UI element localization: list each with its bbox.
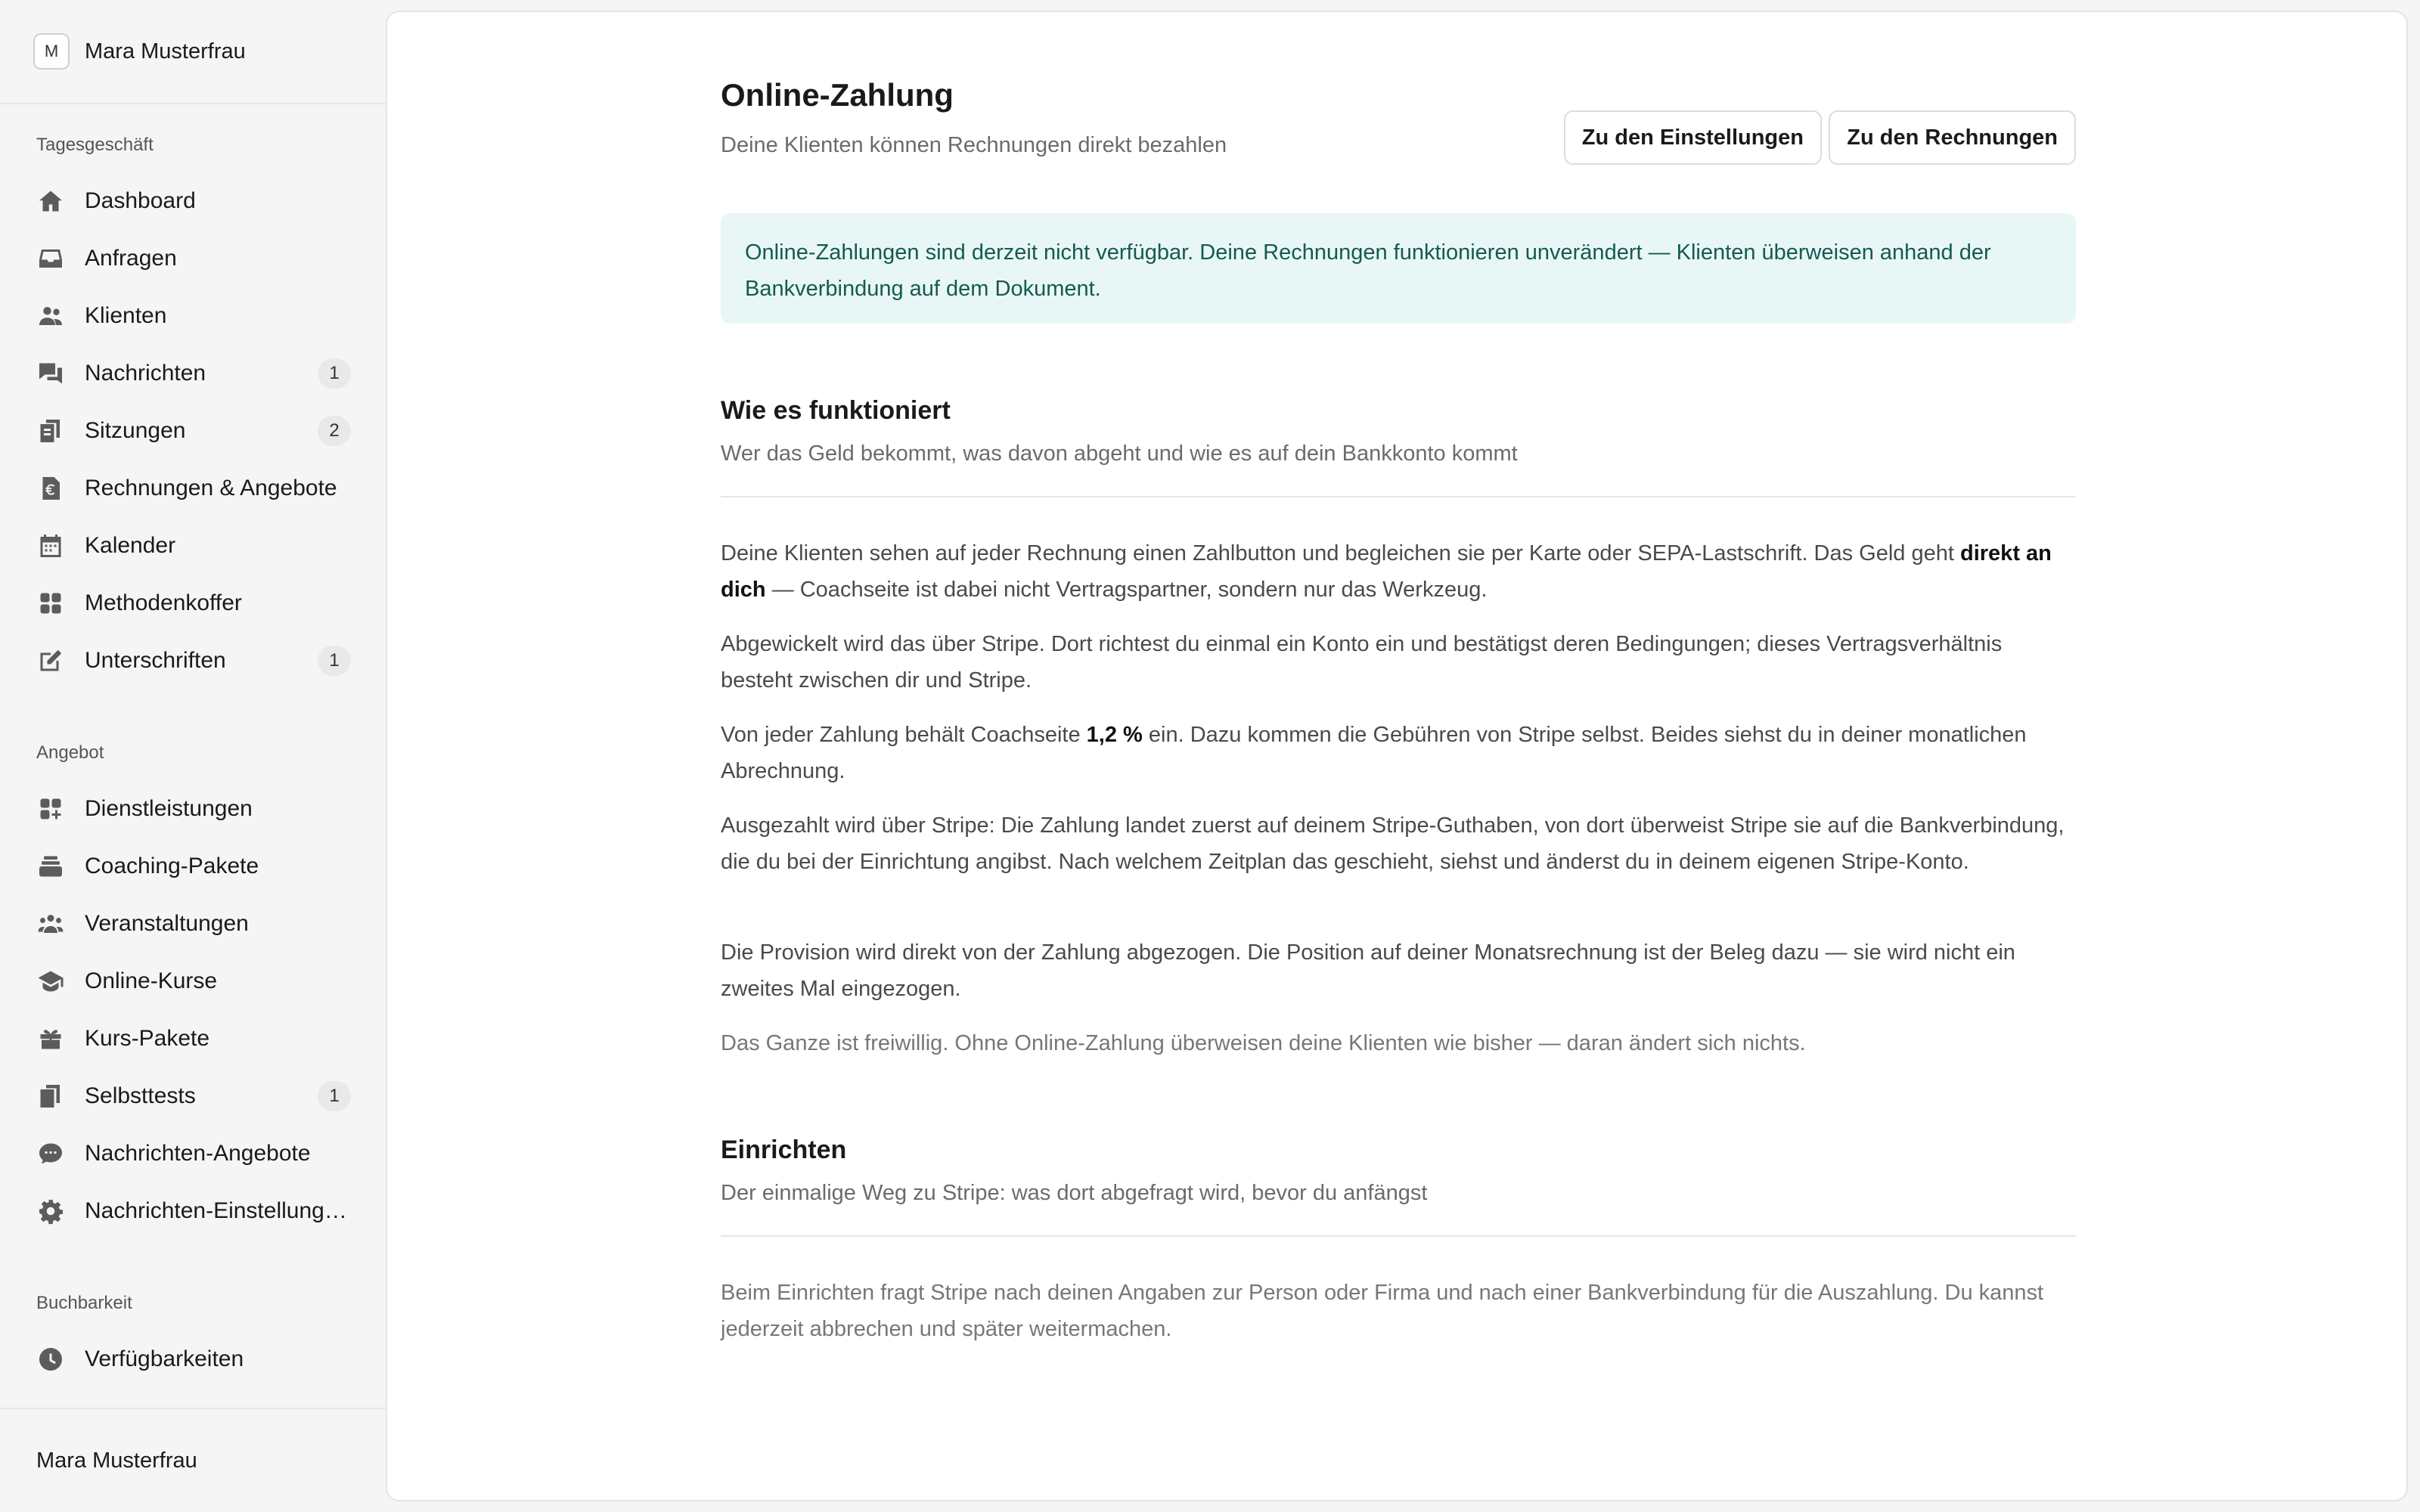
- gift-icon: [36, 1024, 65, 1053]
- sidebar-item-label: Dienstleistungen: [85, 796, 253, 821]
- sidebar-item-nachrichten-einstellungen[interactable]: [0, 1187, 386, 1235]
- speech-bubble-icon: [36, 1139, 65, 1168]
- sidebar-item-kurs-pakete[interactable]: [0, 1015, 386, 1063]
- grid-icon: [36, 589, 65, 618]
- pencil-square-icon: [36, 646, 65, 675]
- sidebar-item-anfragen[interactable]: [0, 234, 386, 283]
- count-badge: 1: [318, 1081, 351, 1111]
- checklist-icon: [36, 1082, 65, 1111]
- paragraph-payout: Ausgezahlt wird über Stripe: Die Zahlung landet zuerst auf deinem Stripe-Guthaben, von dort überweist Stripe sie auf die Bankverbindung, die du bei der Einrichtung angibst. Nach welchem Zeitplan das geschieht, siehst und änderst du in deinem eigenen Stripe-Konto.: [721, 813, 2065, 874]
- sidebar-item-unterschriften[interactable]: [0, 637, 386, 685]
- group-icon: [36, 909, 65, 938]
- sidebar-item-label: Klienten: [85, 303, 167, 328]
- sidebar-item-veranstaltungen[interactable]: [0, 900, 386, 948]
- paragraph-setup: Beim Einrichten fragt Stripe nach deinen Angaben zur Person oder Firma und nach einer Bankverbindung für die Auszahlung. Du kannst jederzeit abbrechen und später weitermachen.: [721, 1281, 2044, 1341]
- sidebar-item-label: Nachrichten-Einstellungen: [85, 1198, 349, 1223]
- paragraph-direct-payment: [721, 535, 2076, 608]
- section-title-how-it-works: Wie es funktioniert: [721, 396, 951, 425]
- calendar-icon: [36, 531, 65, 560]
- paragraph-emphasis: direkt an dich: [721, 541, 2052, 602]
- sidebar-item-online-kurse[interactable]: [0, 957, 386, 1005]
- section-subtitle-how-it-works: Wer das Geld bekommt, was davon abgeht und wie es auf dein Bankkonto kommt: [721, 442, 1518, 466]
- sidebar-item-methodenkoffer[interactable]: [0, 579, 386, 627]
- sidebar-item-label: Rechnungen & Angebote: [85, 476, 337, 500]
- sidebar-item-label: Kalender: [85, 533, 176, 558]
- avatar: M: [33, 33, 70, 70]
- sidebar-item-dashboard[interactable]: [0, 177, 386, 225]
- euro-document-icon: [36, 474, 65, 503]
- users-icon: [36, 302, 65, 330]
- paragraph-fee: [721, 717, 2076, 789]
- group-label-buchbarkeit: Buchbarkeit: [36, 1293, 132, 1313]
- divider: [721, 1235, 2076, 1237]
- count-badge: 1: [318, 358, 351, 389]
- sidebar-item-coaching-pakete[interactable]: [0, 842, 386, 891]
- sidebar-item-label: Nachrichten-Angebote: [85, 1141, 311, 1166]
- paragraph-text: Deine Klienten sehen auf jeder Rechnung einen Zahlbutton und begleichen sie per Karte oder SEPA-Lastschrift. Das Geld geht: [721, 541, 1960, 565]
- sidebar-item-dienstleistungen[interactable]: [0, 785, 386, 833]
- sidebar-item-label: Dashboard: [85, 188, 196, 213]
- divider: [721, 496, 2076, 497]
- paragraph-commission: Die Provision wird direkt von der Zahlung abgezogen. Die Position auf deiner Monatsrechnung ist der Beleg dazu — sie wird nicht ein zweites Mal eingezogen.: [721, 940, 2015, 1001]
- paragraph-stripe: Abgewickelt wird das über Stripe. Dort richtest du einmal ein Konto ein und bestätigst deren Bedingungen; dieses Vertragsverhältnis besteht zwischen dir und Stripe.: [721, 632, 2003, 692]
- count-badge: 1: [318, 646, 351, 676]
- sidebar-item-kalender[interactable]: [0, 522, 386, 570]
- sidebar-item-nachrichten[interactable]: [0, 349, 386, 398]
- sidebar-item-verfuegbarkeiten[interactable]: [0, 1335, 386, 1383]
- inbox-icon: [36, 244, 65, 273]
- sidebar-item-label: Coaching-Pakete: [85, 854, 259, 878]
- main-panel: [386, 11, 2408, 1501]
- sidebar-item-rechnungen[interactable]: [0, 464, 386, 513]
- page-title: Online-Zahlung: [721, 77, 954, 113]
- sessions-icon: [36, 417, 65, 445]
- sidebar-item-label: Online-Kurse: [85, 968, 218, 993]
- sidebar-item-label: Sitzungen: [85, 418, 186, 443]
- paragraph-text: Von jeder Zahlung behält Coachseite: [721, 723, 1087, 747]
- section-title-setup: Einrichten: [721, 1136, 847, 1164]
- grid-plus-icon: [36, 795, 65, 823]
- sidebar-item-sitzungen[interactable]: [0, 407, 386, 455]
- graduation-cap-icon: [36, 967, 65, 996]
- sidebar-item-label: Veranstaltungen: [85, 911, 249, 936]
- sidebar-item-label: Nachrichten: [85, 361, 206, 386]
- sidebar-item-label: Verfügbarkeiten: [85, 1346, 244, 1371]
- paragraph-voluntary: Das Ganze ist freiwillig. Ohne Online-Zahlung überweisen deine Klienten wie bisher — daran ändert sich nichts.: [721, 1031, 1806, 1055]
- sidebar-nav[interactable]: [0, 106, 386, 1406]
- section-subtitle-setup: Der einmalige Weg zu Stripe: was dort abgefragt wird, bevor du anfängst: [721, 1181, 1428, 1205]
- sidebar-item-label: Methodenkoffer: [85, 590, 242, 615]
- sidebar-item-nachrichten-angebote[interactable]: [0, 1129, 386, 1178]
- count-badge: 2: [318, 416, 351, 446]
- sidebar-item-label: Anfragen: [85, 246, 177, 271]
- fee-percentage: 1,2 %: [1086, 723, 1143, 747]
- info-notice: Online-Zahlungen sind derzeit nicht verfügbar. Deine Rechnungen funktionieren unverändert — Klienten überweisen anhand der Bankverbindung auf dem Dokument.: [721, 213, 2076, 324]
- account-name: Mara Musterfrau: [85, 39, 246, 64]
- sidebar-item-klienten[interactable]: [0, 292, 386, 340]
- clock-icon: [36, 1345, 65, 1374]
- stack-icon: [36, 852, 65, 881]
- sidebar-item-label: Selbsttests: [85, 1083, 196, 1108]
- paragraph-text: — Coachseite ist dabei nicht Vertragspartner, sondern nur das Werkzeug.: [765, 578, 1488, 602]
- sidebar: [0, 0, 386, 1512]
- invoices-button[interactable]: Zu den Rechnungen: [1829, 110, 2076, 165]
- gear-icon: [36, 1197, 65, 1225]
- chat-icon: [36, 359, 65, 388]
- settings-button[interactable]: Zu den Einstellungen: [1564, 110, 1822, 165]
- account-switcher[interactable]: [0, 0, 386, 104]
- sidebar-footer-account[interactable]: Mara Musterfrau: [0, 1408, 386, 1512]
- paragraph-text: ein. Dazu kommen die Gebühren von Stripe selbst. Beides siehst du in deiner monatlichen Abrechnung.: [721, 723, 2027, 783]
- page-subtitle: Deine Klienten können Rechnungen direkt bezahlen: [721, 133, 1227, 157]
- group-label-angebot: Angebot: [36, 742, 104, 763]
- home-icon: [36, 187, 65, 215]
- group-label-tagesgeschaeft: Tagesgeschäft: [36, 135, 154, 155]
- sidebar-item-label: Unterschriften: [85, 648, 226, 673]
- sidebar-item-selbsttests[interactable]: [0, 1072, 386, 1120]
- sidebar-item-label: Kurs-Pakete: [85, 1026, 210, 1051]
